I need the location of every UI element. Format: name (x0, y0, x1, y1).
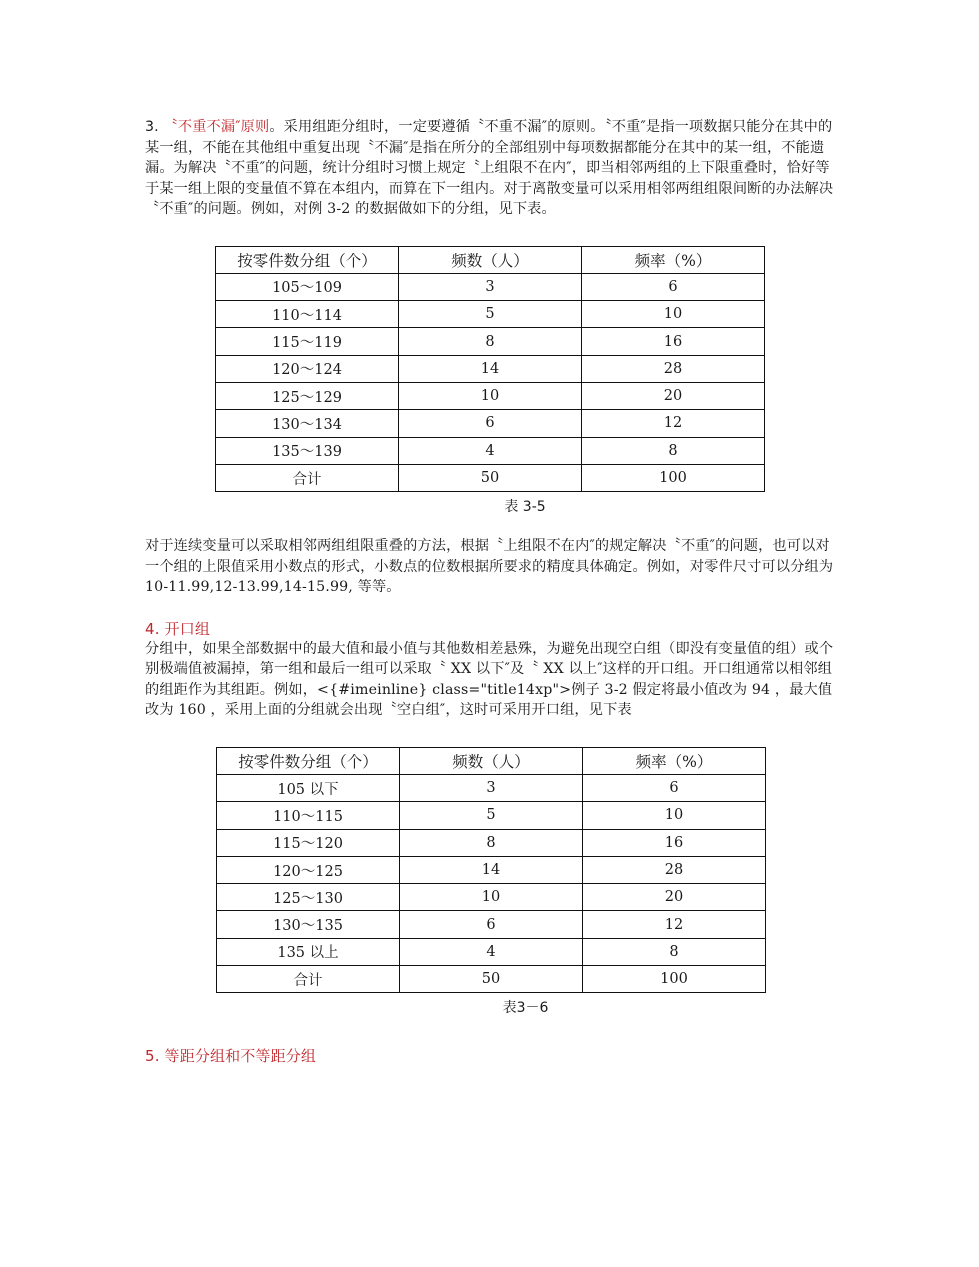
table-row (217, 884, 766, 911)
grouping-table-3-5 (215, 246, 765, 493)
table-cell: 3 (399, 273, 582, 300)
open-group-table-3-6 (216, 747, 766, 994)
table-cell: 100 (583, 966, 766, 993)
table-cell: 16 (583, 829, 766, 856)
table-cell: 135 以上 (217, 938, 400, 965)
table-cell: 135～139 (216, 437, 399, 464)
table-cell: 100 (582, 464, 765, 491)
table-cell: 8 (399, 328, 582, 355)
table-row (216, 328, 765, 355)
table-cell: 28 (582, 355, 765, 382)
table2-caption-number: 3－6 (516, 1000, 549, 1017)
section4-number: 4. (145, 619, 160, 638)
table-header-row (216, 246, 765, 273)
table-cell: 10 (400, 884, 583, 911)
column-header: 频数（人） (399, 246, 582, 273)
table-cell: 110～114 (216, 301, 399, 328)
table-cell: 合计 (216, 464, 399, 491)
column-header: 频率（%） (582, 246, 765, 273)
table2-caption-prefix: 表 (502, 1000, 517, 1017)
table-cell: 10 (583, 802, 766, 829)
document-page (145, 117, 835, 1066)
total-row (216, 464, 765, 491)
section4-heading (145, 619, 835, 639)
table1-caption-number: 3-5 (522, 499, 546, 516)
table-cell: 130～134 (216, 410, 399, 437)
table-cell: 10 (582, 301, 765, 328)
table-row (216, 410, 765, 437)
table2-wrapper (216, 747, 835, 1018)
table-cell: 130～135 (217, 911, 400, 938)
table-cell: 20 (583, 884, 766, 911)
table-row (216, 437, 765, 464)
table-header-row (217, 747, 766, 774)
table-cell: 合计 (217, 966, 400, 993)
table-row (217, 802, 766, 829)
section5-title: 等距分组和不等距分组 (164, 1047, 317, 1066)
table-row (217, 911, 766, 938)
table-cell: 8 (583, 938, 766, 965)
table-cell: 8 (400, 829, 583, 856)
table-cell: 50 (400, 966, 583, 993)
total-row (217, 966, 766, 993)
table-cell: 6 (400, 911, 583, 938)
table-cell: 12 (583, 911, 766, 938)
table-cell: 28 (583, 856, 766, 883)
table-row (217, 774, 766, 801)
table-row (216, 301, 765, 328)
table-cell: 50 (399, 464, 582, 491)
section3-paragraph (145, 117, 835, 220)
section4-title: 开口组 (164, 619, 210, 638)
table-row (217, 938, 766, 965)
table-cell: 120～124 (216, 355, 399, 382)
table-row (216, 382, 765, 409)
section5-number: 5. (145, 1047, 160, 1066)
column-header: 频数（人） (400, 747, 583, 774)
table-cell: 5 (399, 301, 582, 328)
section3-title: 〝不重不漏″原则 (163, 119, 270, 135)
table-cell: 14 (400, 856, 583, 883)
section3-body: 。采用组距分组时，一定要遵循〝不重不漏″的原则。〝不重″是指一项数据只能分在其中的某一组，不能在其他组中重复出现〝不漏″是指在所分的全部组别中每项数据都能分在其中的某一组，不能遗漏。为解决〝不重″的问题，统计分组时习惯上规定〝上组限不在内″，即当相邻两组的上下限重叠时，恰好等于某一组上限的变量值不算在本组内，而算在下一组内。对于离散变量可以采用相邻两组组限间断的办法解决〝不重″的问题。例如，对例 3-2 的数据做如下的分组，见下表。 (145, 119, 834, 217)
table-cell: 105 以下 (217, 774, 400, 801)
table-cell: 4 (399, 437, 582, 464)
table-cell: 16 (582, 328, 765, 355)
table-cell: 115～120 (217, 829, 400, 856)
table-cell: 125～129 (216, 382, 399, 409)
table-cell: 12 (582, 410, 765, 437)
section3-number: 3. (145, 119, 159, 135)
table-row (216, 273, 765, 300)
table-cell: 125～130 (217, 884, 400, 911)
table-cell: 10 (399, 382, 582, 409)
table-cell: 115～119 (216, 328, 399, 355)
table-cell: 4 (400, 938, 583, 965)
section5-heading (145, 1046, 835, 1066)
table-cell: 20 (582, 382, 765, 409)
table-cell: 5 (400, 802, 583, 829)
column-header: 按零件数分组（个） (217, 747, 400, 774)
table-cell: 6 (583, 774, 766, 801)
table-row (216, 355, 765, 382)
table-row (217, 829, 766, 856)
table1-caption (215, 496, 835, 516)
table-cell: 3 (400, 774, 583, 801)
continuous-variable-paragraph: 对于连续变量可以采取相邻两组组限重叠的方法，根据〝上组限不在内″的规定解决〝不重″的问题，也可以对一个组的上限值采用小数点的形式，小数点的位数根据所要求的精度具体确定。例如，对零件尺寸可以分组为 10-11.99,12-13.99,14-15.99, 等等。 (145, 538, 834, 596)
table-cell: 14 (399, 355, 582, 382)
table-row (217, 856, 766, 883)
table-cell: 6 (399, 410, 582, 437)
table-cell: 105～109 (216, 273, 399, 300)
table-cell: 120～125 (217, 856, 400, 883)
table1-caption-prefix: 表 (504, 499, 519, 516)
section4-paragraph: 分组中，如果全部数据中的最大值和最小值与其他数相差悬殊，为避免出现空白组（即没有变量值的组）或个别极端值被漏掉，第一组和最后一组可以采取〝 XX 以下″及〝 XX 以上″这样的开口组。开口组通常以相邻组的组距作为其组距。例如，<{#imeinline} class="title14xp">例子 3-2 假定将最小值改为 94 ，最大值改为 160 ，采用上面的分组就会出现〝空白组″，这时可采用开口组，见下表 (145, 640, 834, 719)
table1-wrapper (215, 246, 835, 517)
table2-caption (216, 997, 835, 1017)
column-header: 按零件数分组（个） (216, 246, 399, 273)
column-header: 频率（%） (583, 747, 766, 774)
table-cell: 110～115 (217, 802, 400, 829)
table-cell: 6 (582, 273, 765, 300)
table-cell: 8 (582, 437, 765, 464)
